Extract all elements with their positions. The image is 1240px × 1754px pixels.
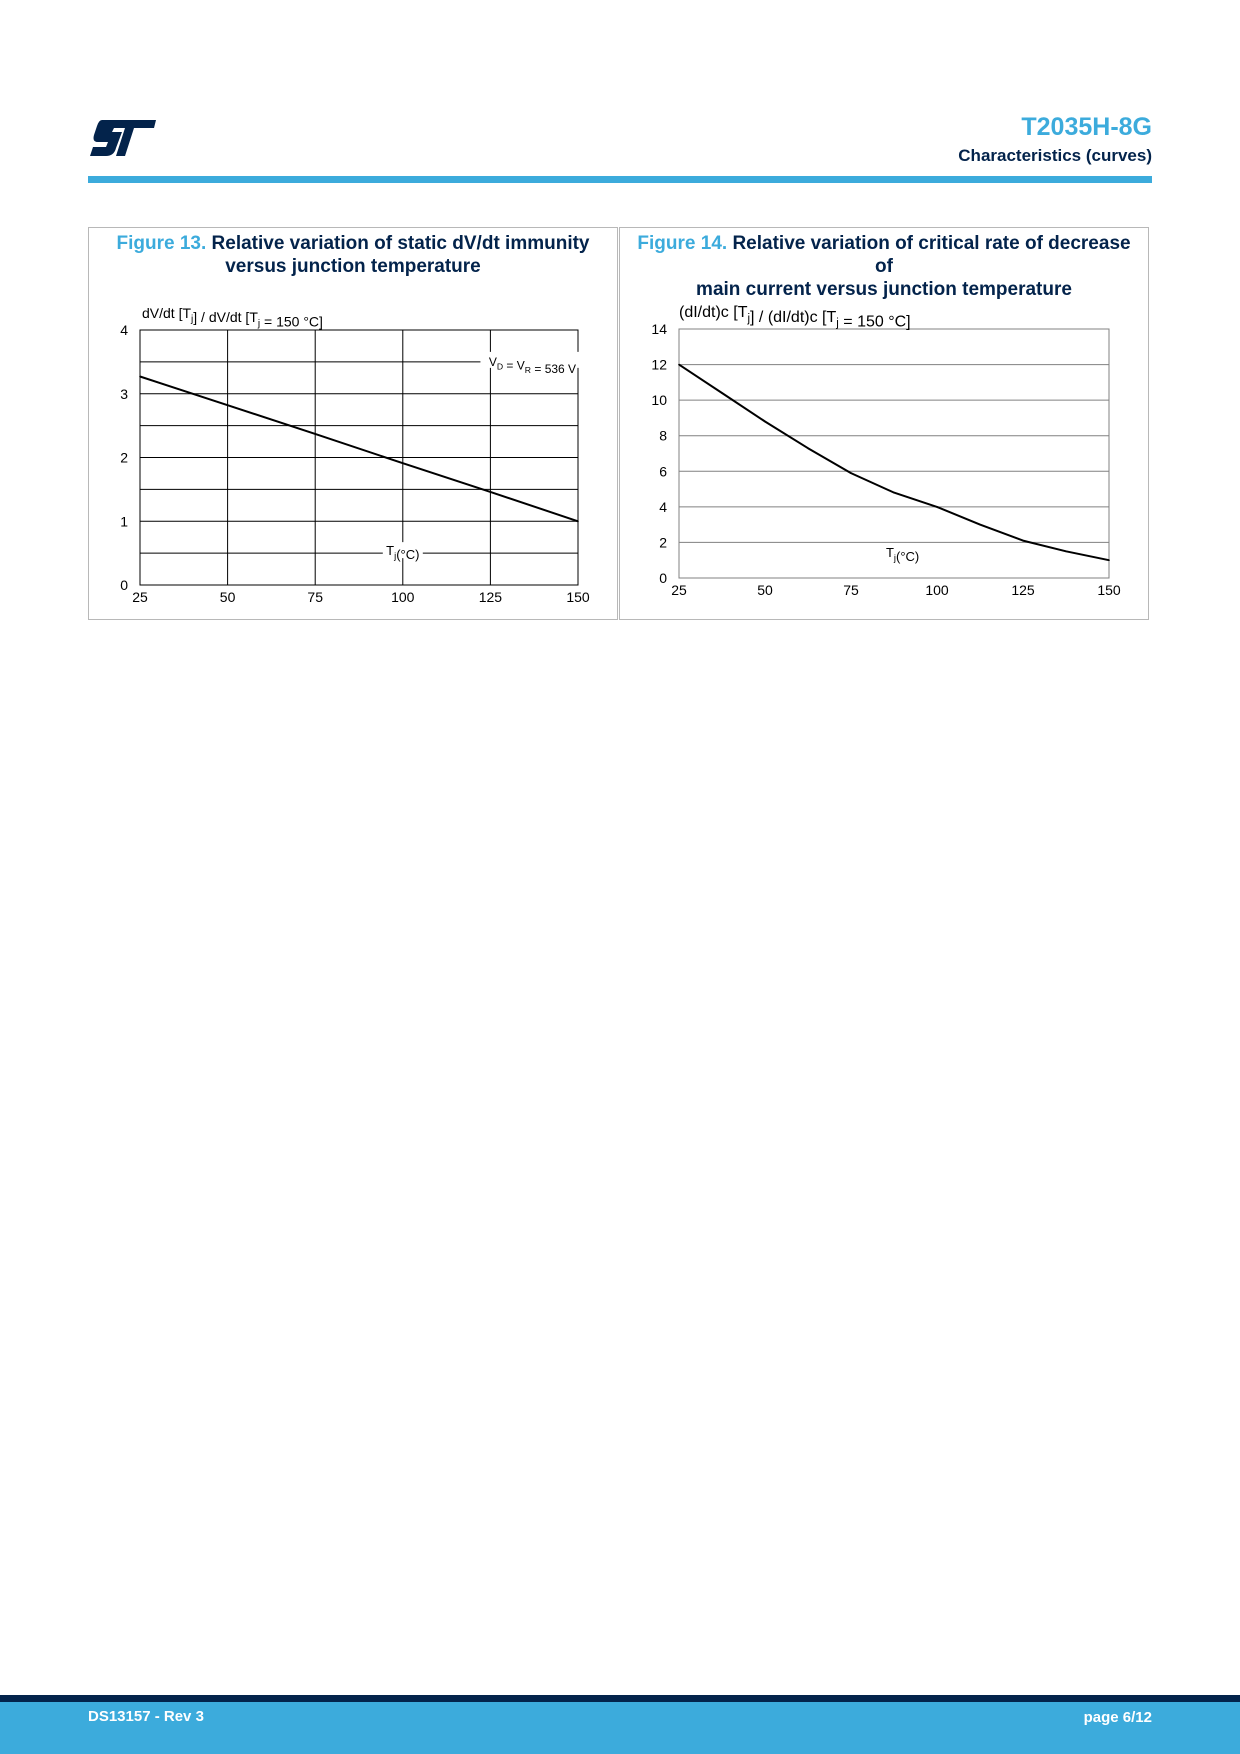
x-tick-label: 150: [1097, 582, 1121, 598]
document-title: T2035H-8G: [1021, 113, 1152, 141]
figure-14-chart: [620, 228, 1148, 619]
data-point: [577, 520, 579, 522]
header-rule: [88, 176, 1152, 183]
figure-13-box: [88, 227, 618, 620]
y-tick-label: 4: [659, 498, 667, 515]
data-point: [139, 376, 141, 378]
figure-13-number: Figure 13.: [116, 233, 207, 254]
series-line: [679, 365, 1109, 561]
x-axis-label: $T_j(^\circ C)$: [386, 543, 420, 563]
data-point: [721, 392, 723, 394]
footer-doc-id: DS13157 - Rev 3: [88, 1708, 204, 1725]
data-point: [764, 421, 766, 423]
data-point: [850, 472, 852, 474]
series-line: [140, 377, 578, 522]
data-point: [979, 524, 981, 526]
figure-14-box: [619, 227, 1149, 620]
figure-14-caption-line2: main current versus junction temperature: [696, 279, 1072, 300]
data-point: [314, 433, 316, 435]
y-tick-label: 0: [120, 577, 128, 593]
y-tick-label: 0: [659, 570, 667, 586]
data-point: [936, 506, 938, 508]
section-title: Characteristics (curves): [958, 146, 1152, 165]
footer-page-number: page 6/12: [1083, 1709, 1152, 1726]
y-axis-label: dV/dt $[T_j] / dV/dt$ [$T_j = 150$ °C]: [142, 305, 323, 330]
y-tick-label: 12: [651, 356, 667, 373]
data-point: [807, 447, 809, 449]
y-tick-label: 14: [651, 321, 667, 337]
data-point: [1022, 540, 1024, 542]
y-axis-label: (dI/dt)c $[T_j] / (dI/dt)c$ [$T_j = 150$ °C]: [679, 304, 911, 331]
x-tick-label: 50: [219, 589, 236, 605]
y-tick-label: 3: [120, 385, 128, 402]
plot-frame: [679, 329, 1109, 578]
x-tick-label: 125: [478, 589, 503, 605]
x-tick-label: 75: [307, 589, 323, 605]
data-point: [1065, 551, 1067, 553]
data-point: [893, 492, 895, 494]
figure-13-caption-line1: Relative variation of static dV/dt immunity: [211, 233, 590, 254]
y-tick-label: 10: [651, 392, 667, 409]
x-tick-label: 150: [566, 589, 590, 605]
x-tick-label: 100: [925, 582, 949, 598]
y-tick-label: 1: [120, 513, 128, 530]
data-point: [678, 364, 680, 366]
y-tick-label: 4: [120, 322, 128, 338]
st-logo: [88, 118, 158, 158]
figure-14-number: Figure 14.: [637, 233, 728, 254]
figure-13-chart: [89, 228, 617, 619]
data-point: [402, 462, 404, 464]
x-axis-label: $T_j(^\circ C)$: [885, 544, 920, 564]
x-tick-label: 125: [1011, 582, 1035, 598]
data-point: [1108, 559, 1110, 561]
x-tick-label: 100: [391, 589, 415, 605]
x-tick-label: 75: [843, 582, 859, 598]
figure-14-caption-line1: Relative variation of critical rate of decrease of: [732, 233, 1131, 277]
x-tick-label: 50: [757, 582, 773, 598]
y-tick-label: 6: [659, 463, 667, 480]
figure-13-caption-line2: versus junction temperature: [225, 256, 481, 277]
data-point: [227, 404, 229, 406]
x-tick-label: 25: [132, 589, 148, 605]
y-tick-label: 8: [659, 427, 667, 444]
chart-annotation: $V_D = V_R = 536$ V: [488, 354, 577, 377]
y-tick-label: 2: [659, 534, 667, 551]
x-tick-label: 25: [671, 582, 687, 598]
y-tick-label: 2: [120, 449, 128, 466]
data-point: [490, 491, 492, 493]
footer-rule: [0, 1695, 1240, 1702]
